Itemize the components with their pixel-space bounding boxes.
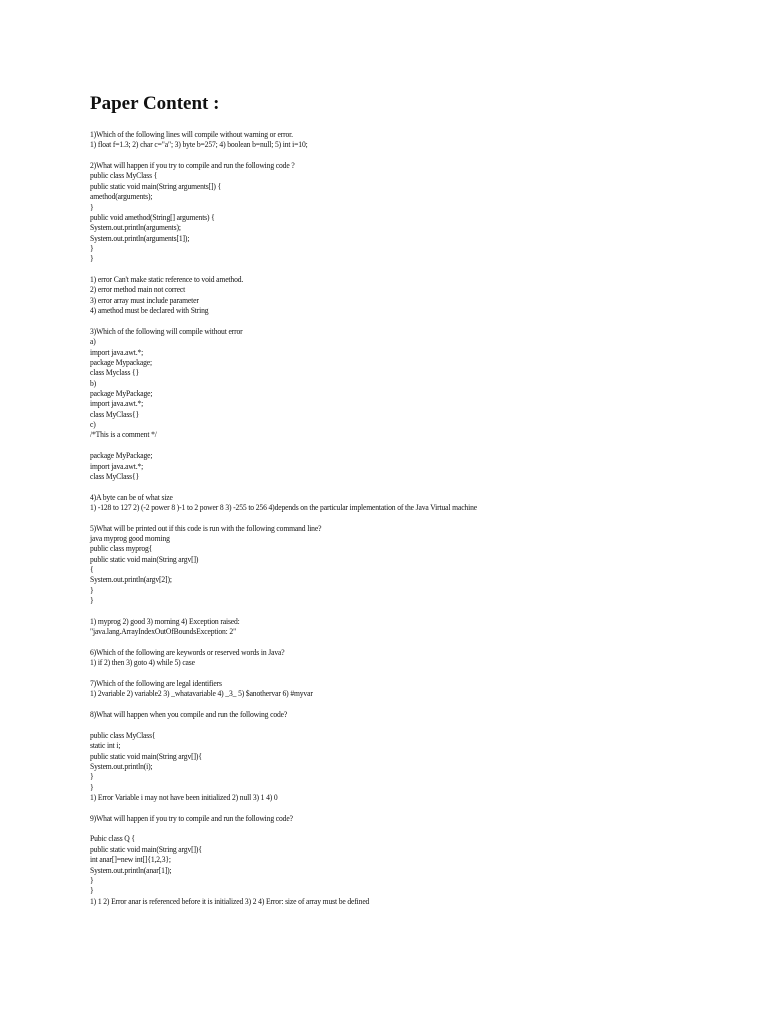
text-line: java myprog good morning bbox=[90, 534, 170, 544]
text-line: 8)What will happen when you compile and run the following code? bbox=[90, 710, 288, 720]
text-line: System.out.println(arguments[1]); bbox=[90, 233, 190, 243]
text-line: package Mypackage; bbox=[90, 357, 152, 367]
text-line: package MyPackage; bbox=[90, 388, 153, 398]
text-line: amethod(arguments); bbox=[90, 192, 153, 202]
text-line: } bbox=[90, 254, 94, 264]
text-line: 6)Which of the following are keywords or reserved words in Java? bbox=[90, 647, 285, 657]
text-line: a) bbox=[90, 337, 96, 347]
text-line: import java.awt.*; bbox=[90, 347, 144, 357]
text-line: import java.awt.*; bbox=[90, 399, 144, 409]
text-line: 1) 1 2) Error anar is referenced before it is initialized 3) 2 4) Error: size of array must be defined bbox=[90, 896, 370, 906]
text-line: public static void main(String argv[]){ bbox=[90, 844, 202, 854]
text-line: b) bbox=[90, 378, 97, 388]
text-line: public class MyClass { bbox=[90, 171, 158, 181]
text-line: 1) -128 to 127 2) (-2 power 8 )-1 to 2 power 8 3) -255 to 256 4)depends on the particular implementation of the Java Virtual machine bbox=[90, 502, 477, 512]
text-line: 4) amethod must be declared with String bbox=[90, 306, 209, 316]
text-line: } bbox=[90, 772, 94, 782]
text-line: "java.lang.ArrayIndexOutOfBoundsException: 2" bbox=[90, 627, 237, 637]
text-line: } bbox=[90, 782, 94, 792]
text-line: 1) 2variable 2) variable2 3) _whatavariable 4) _3_ 5) $anothervar 6) #myvar bbox=[90, 689, 313, 699]
text-line: /*This is a comment */ bbox=[90, 430, 157, 440]
text-line: } bbox=[90, 585, 94, 595]
text-line: } bbox=[90, 243, 94, 253]
text-line: package MyPackage; bbox=[90, 451, 153, 461]
text-line bbox=[90, 700, 704, 710]
text-line: 1) float f=1.3; 2) char c="a"; 3) byte b=257; 4) boolean b=null; 5) int i=10; bbox=[90, 140, 308, 150]
text-line: System.out.println(arguments); bbox=[90, 223, 181, 233]
text-line bbox=[90, 482, 704, 492]
text-line: public static void main(String argv[]) bbox=[90, 554, 199, 564]
text-line: static int i; bbox=[90, 741, 121, 751]
text-line bbox=[90, 638, 704, 648]
text-line: System.out.println(i); bbox=[90, 761, 153, 771]
text-line bbox=[90, 151, 704, 161]
text-line: public class MyClass{ bbox=[90, 730, 156, 740]
text-line: 3)Which of the following will compile without error bbox=[90, 326, 243, 336]
text-line: public class myprog{ bbox=[90, 544, 153, 554]
text-line: System.out.println(anar[1]); bbox=[90, 865, 172, 875]
text-line: 9)What will happen if you try to compile and run the following code? bbox=[90, 813, 293, 823]
text-line: class Myclass {} bbox=[90, 368, 140, 378]
text-line: 1) Error Variable i may not have been initialized 2) null 3) 1 4) 0 bbox=[90, 793, 278, 802]
text-line: 1) myprog 2) good 3) morning 4) Exception raised: bbox=[90, 616, 240, 626]
text-line: public static void main(String arguments[]) { bbox=[90, 181, 222, 191]
text-line bbox=[90, 824, 704, 834]
text-line: } bbox=[90, 202, 94, 212]
page-title: Paper Content : bbox=[90, 93, 220, 114]
text-line: 7)Which of the following are legal identifiers bbox=[90, 679, 222, 689]
text-line: 1) if 2) then 3) goto 4) while 5) case bbox=[90, 658, 195, 668]
text-line bbox=[90, 316, 704, 326]
text-line: 2)What will happen if you try to compile and run the following code ? bbox=[90, 161, 295, 171]
text-line: } bbox=[90, 886, 94, 896]
text-line bbox=[90, 607, 704, 617]
document-body bbox=[90, 130, 704, 907]
text-line: { bbox=[90, 565, 94, 575]
text-line: class MyClass{} bbox=[90, 409, 140, 419]
text-line: public static void main(String argv[]){ bbox=[90, 751, 202, 761]
text-line: 4)A byte can be of what size bbox=[90, 492, 173, 502]
text-line bbox=[90, 513, 704, 523]
text-line: Pubic class Q { bbox=[90, 834, 135, 844]
text-line bbox=[90, 441, 704, 451]
text-line: 1)Which of the following lines will compile without warning or error. bbox=[90, 130, 293, 139]
text-line: c) bbox=[90, 420, 96, 430]
text-line: } bbox=[90, 875, 94, 885]
text-line: 5)What will be printed out if this code is run with the following command line? bbox=[90, 523, 322, 533]
text-line: System.out.println(argv[2]); bbox=[90, 575, 172, 585]
text-line: import java.awt.*; bbox=[90, 461, 144, 471]
text-line: } bbox=[90, 596, 94, 606]
text-line bbox=[90, 669, 704, 679]
text-line bbox=[90, 720, 704, 730]
text-line: public void amethod(String[] arguments) { bbox=[90, 212, 215, 222]
text-line: int anar[]=new int[]{1,2,3}; bbox=[90, 855, 171, 865]
text-line: 2) error method main not correct bbox=[90, 285, 186, 295]
text-line bbox=[90, 803, 704, 813]
text-line: 3) error array must include parameter bbox=[90, 295, 199, 305]
text-line bbox=[90, 265, 704, 275]
text-line: 1) error Can't make static reference to void amethod. bbox=[90, 275, 244, 285]
text-line: class MyClass{} bbox=[90, 471, 140, 481]
